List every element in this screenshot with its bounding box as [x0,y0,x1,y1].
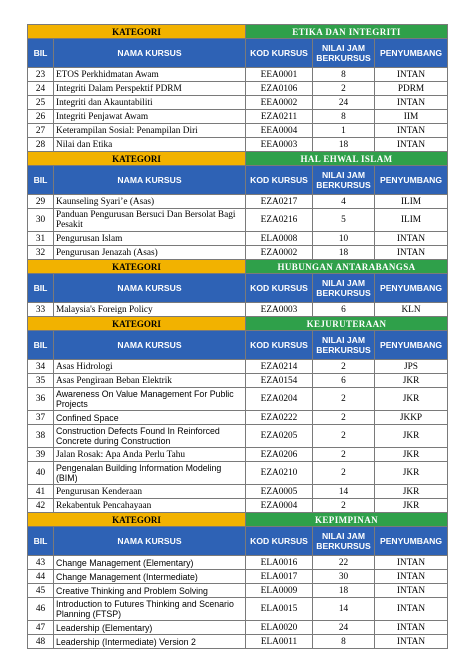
column-header-row [28,166,448,195]
course-contributor: KLN [375,303,448,317]
course-code: ELA0017 [246,570,313,584]
header-kod-kursus: KOD KURSUS [246,274,313,303]
row-bil: 41 [28,485,54,499]
row-bil: 24 [28,82,54,96]
course-name: Pengurusan Kenderaan [54,485,246,499]
course-hours: 8 [313,635,375,649]
row-bil: 45 [28,584,54,598]
table-row [28,232,448,246]
course-code: EZA0205 [246,425,313,448]
category-title: KEPIMPINAN [246,513,448,527]
header-nilai-jam: NILAI JAM BERKURSUS [313,527,375,556]
row-bil: 42 [28,499,54,513]
course-name: Kaunseling Syari’e (Asas) [54,195,246,209]
table-row [28,360,448,374]
header-nilai-jam: NILAI JAM BERKURSUS [313,331,375,360]
course-code: EZA0154 [246,374,313,388]
course-hours: 2 [313,360,375,374]
category-row [28,25,448,39]
category-label: KATEGORI [28,513,246,527]
course-name: Creative Thinking and Problem Solving [54,584,246,598]
course-code: EZA0222 [246,411,313,425]
row-bil: 43 [28,556,54,570]
course-name: Pengurusan Islam [54,232,246,246]
course-contributor: JKR [375,485,448,499]
course-hours: 2 [313,82,375,96]
table-row [28,499,448,513]
course-contributor: JKKP [375,411,448,425]
category-title: HAL EHWAL ISLAM [246,152,448,166]
course-name: Integriti Penjawat Awam [54,110,246,124]
course-hours: 1 [313,124,375,138]
course-contributor: INTAN [375,68,448,82]
course-code: EEA0001 [246,68,313,82]
course-hours: 2 [313,425,375,448]
table-row [28,96,448,110]
course-hours: 22 [313,556,375,570]
course-name: Nilai dan Etika [54,138,246,152]
course-code: EZA0216 [246,209,313,232]
course-code: EZA0005 [246,485,313,499]
course-contributor: JKR [375,374,448,388]
header-bil: BIL [28,166,54,195]
row-bil: 33 [28,303,54,317]
course-contributor: JKR [375,499,448,513]
header-bil: BIL [28,331,54,360]
course-contributor: JKR [375,388,448,411]
category-label: KATEGORI [28,25,246,39]
table-row [28,110,448,124]
table-row [28,621,448,635]
course-name: Leadership (Elementary) [54,621,246,635]
course-name: ETOS Perkhidmatan Awam [54,68,246,82]
header-nama-kursus: NAMA KURSUS [54,274,246,303]
row-bil: 39 [28,448,54,462]
category-row [28,152,448,166]
header-kod-kursus: KOD KURSUS [246,166,313,195]
table-row [28,462,448,485]
course-name: Rekabentuk Pencahayaan [54,499,246,513]
course-code: EZA0217 [246,195,313,209]
course-code: EZA0004 [246,499,313,513]
course-code: EZA0211 [246,110,313,124]
course-code: ELA0008 [246,232,313,246]
course-catalog [27,24,447,649]
course-hours: 5 [313,209,375,232]
course-hours: 18 [313,138,375,152]
row-bil: 34 [28,360,54,374]
column-header-row [28,527,448,556]
course-hours: 14 [313,485,375,499]
course-hours: 24 [313,621,375,635]
header-nama-kursus: NAMA KURSUS [54,331,246,360]
course-contributor: JKR [375,462,448,485]
course-hours: 18 [313,246,375,260]
course-code: ELA0011 [246,635,313,649]
course-table [27,24,448,649]
category-title: HUBUNGAN ANTARABANGSA [246,260,448,274]
column-header-row [28,274,448,303]
course-name: Confined Space [54,411,246,425]
category-label: KATEGORI [28,260,246,274]
course-name: Change Management (Intermediate) [54,570,246,584]
header-nama-kursus: NAMA KURSUS [54,166,246,195]
category-row [28,260,448,274]
course-code: EZA0206 [246,448,313,462]
course-name: Change Management (Elementary) [54,556,246,570]
course-contributor: IIM [375,110,448,124]
course-contributor: INTAN [375,138,448,152]
row-bil: 32 [28,246,54,260]
header-penyumbang: PENYUMBANG [375,527,448,556]
course-name: Pengenalan Building Information Modeling (BIM) [54,462,246,485]
header-penyumbang: PENYUMBANG [375,166,448,195]
row-bil: 31 [28,232,54,246]
row-bil: 36 [28,388,54,411]
course-contributor: INTAN [375,556,448,570]
row-bil: 38 [28,425,54,448]
course-contributor: INTAN [375,246,448,260]
header-nilai-jam: NILAI JAM BERKURSUS [313,166,375,195]
header-penyumbang: PENYUMBANG [375,274,448,303]
table-row [28,82,448,96]
course-hours: 8 [313,68,375,82]
course-hours: 4 [313,195,375,209]
course-contributor: ILIM [375,195,448,209]
course-code: ELA0016 [246,556,313,570]
category-label: KATEGORI [28,317,246,331]
row-bil: 23 [28,68,54,82]
table-row [28,448,448,462]
row-bil: 37 [28,411,54,425]
course-name: Jalan Rosak: Apa Anda Perlu Tahu [54,448,246,462]
row-bil: 26 [28,110,54,124]
course-code: EEA0004 [246,124,313,138]
header-penyumbang: PENYUMBANG [375,331,448,360]
header-nama-kursus: NAMA KURSUS [54,39,246,68]
course-name: Malaysia's Foreign Policy [54,303,246,317]
course-code: ELA0009 [246,584,313,598]
row-bil: 48 [28,635,54,649]
column-header-row [28,39,448,68]
course-hours: 10 [313,232,375,246]
row-bil: 30 [28,209,54,232]
course-name: Introduction to Futures Thinking and Scenario Planning (FTSP) [54,598,246,621]
header-penyumbang: PENYUMBANG [375,39,448,68]
course-name: Construction Defects Found In Reinforced Concrete during Construction [54,425,246,448]
table-row [28,209,448,232]
table-row [28,195,448,209]
course-name: Integriti Dalam Perspektif PDRM [54,82,246,96]
table-row [28,425,448,448]
course-code: EEA0003 [246,138,313,152]
course-hours: 30 [313,570,375,584]
course-contributor: JKR [375,425,448,448]
table-row [28,388,448,411]
course-contributor: INTAN [375,124,448,138]
category-row [28,513,448,527]
course-code: EZA0210 [246,462,313,485]
row-bil: 25 [28,96,54,110]
table-row [28,635,448,649]
table-row [28,570,448,584]
course-hours: 2 [313,462,375,485]
course-name: Asas Pengiraan Beban Elektrik [54,374,246,388]
course-contributor: INTAN [375,598,448,621]
table-row [28,246,448,260]
table-row [28,556,448,570]
course-contributor: INTAN [375,635,448,649]
course-hours: 14 [313,598,375,621]
category-label: KATEGORI [28,152,246,166]
course-contributor: INTAN [375,621,448,635]
row-bil: 40 [28,462,54,485]
header-kod-kursus: KOD KURSUS [246,39,313,68]
course-code: EZA0002 [246,246,313,260]
category-row [28,317,448,331]
row-bil: 47 [28,621,54,635]
course-contributor: JKR [375,448,448,462]
table-row [28,411,448,425]
row-bil: 46 [28,598,54,621]
course-contributor: ILIM [375,209,448,232]
course-code: EZA0106 [246,82,313,96]
course-code: EZA0204 [246,388,313,411]
row-bil: 29 [28,195,54,209]
course-hours: 2 [313,448,375,462]
category-title: KEJURUTERAAN [246,317,448,331]
header-bil: BIL [28,527,54,556]
header-nilai-jam: NILAI JAM BERKURSUS [313,39,375,68]
course-hours: 24 [313,96,375,110]
table-row [28,485,448,499]
header-nama-kursus: NAMA KURSUS [54,527,246,556]
course-name: Leadership (Intermediate) Version 2 [54,635,246,649]
course-name: Pengurusan Jenazah (Asas) [54,246,246,260]
course-name: Integriti dan Akauntabiliti [54,96,246,110]
header-nilai-jam: NILAI JAM BERKURSUS [313,274,375,303]
header-kod-kursus: KOD KURSUS [246,331,313,360]
course-name: Panduan Pengurusan Bersuci Dan Bersolat Bagi Pesakit [54,209,246,232]
course-contributor: INTAN [375,232,448,246]
row-bil: 28 [28,138,54,152]
course-contributor: PDRM [375,82,448,96]
row-bil: 35 [28,374,54,388]
row-bil: 44 [28,570,54,584]
course-code: EEA0002 [246,96,313,110]
course-name: Asas Hidrologi [54,360,246,374]
table-row [28,598,448,621]
course-hours: 6 [313,303,375,317]
header-kod-kursus: KOD KURSUS [246,527,313,556]
course-code: ELA0020 [246,621,313,635]
table-row [28,68,448,82]
course-name: Awareness On Value Management For Public Projects [54,388,246,411]
course-contributor: INTAN [375,570,448,584]
course-contributor: INTAN [375,584,448,598]
course-hours: 2 [313,411,375,425]
table-row [28,303,448,317]
course-contributor: JPS [375,360,448,374]
course-contributor: INTAN [375,96,448,110]
course-hours: 2 [313,499,375,513]
table-row [28,584,448,598]
header-bil: BIL [28,274,54,303]
course-hours: 8 [313,110,375,124]
category-title: ETIKA DAN INTEGRITI [246,25,448,39]
course-code: EZA0003 [246,303,313,317]
course-table-body [28,25,448,649]
table-row [28,374,448,388]
course-code: ELA0015 [246,598,313,621]
row-bil: 27 [28,124,54,138]
course-hours: 6 [313,374,375,388]
column-header-row [28,331,448,360]
course-hours: 2 [313,388,375,411]
header-bil: BIL [28,39,54,68]
course-code: EZA0214 [246,360,313,374]
table-row [28,138,448,152]
course-hours: 18 [313,584,375,598]
course-name: Keterampilan Sosial: Penampilan Diri [54,124,246,138]
table-row [28,124,448,138]
